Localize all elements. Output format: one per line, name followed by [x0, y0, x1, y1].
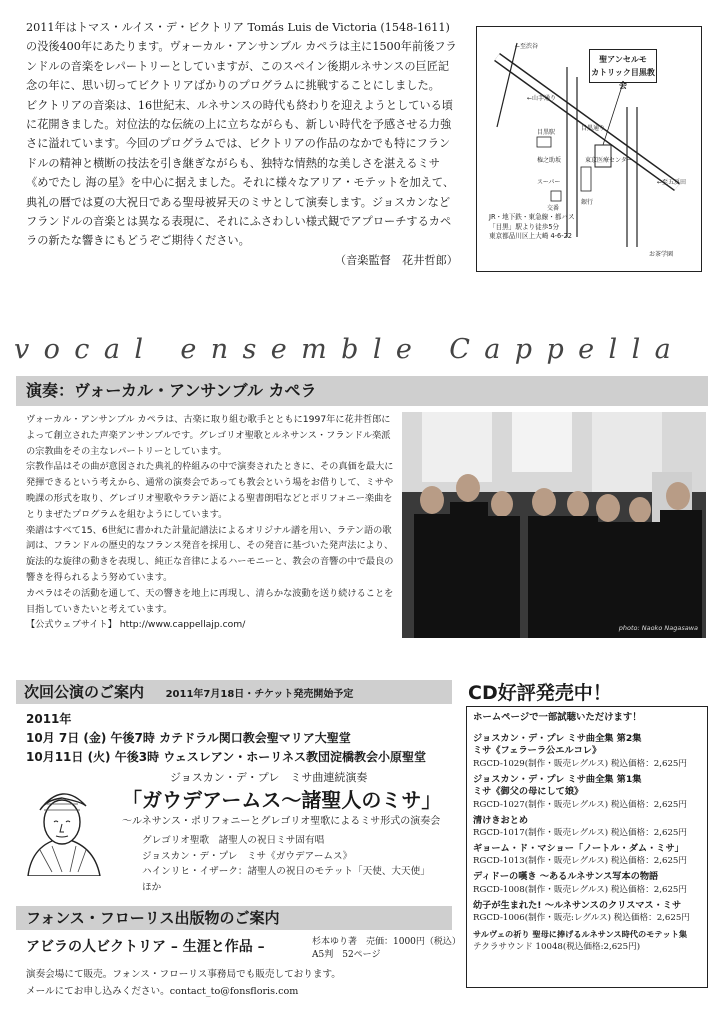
program-item: ハインリヒ・イザーク：諸聖人の祝日のモテット「天使、大天使」 [142, 866, 430, 878]
cd-catalog: テクラサウンド 10048(税込価格:2,625円) [473, 941, 641, 952]
publication-info [26, 936, 461, 997]
concert-title: 「ガウデアームス〜諸聖人のミサ」 [122, 788, 442, 812]
program-item: グレゴリオ聖歌 諸聖人の祝日ミサ固有唱 [142, 835, 325, 846]
intro-paragraph: 2011年はトマス・ルイス・デ・ビクトリア Tomás Luis de Victoria (1548-1611) の没後400年にあたります。ヴォーカル・アンサンブル カペラは主に1500年前後フランドルの音楽をレパートリーとしていますが、このスペイン後期ルネサンスの巨匠記念の年に、思い切ってビクトリアばかりのプログラムに挑戦することにしました。 [26, 21, 457, 93]
map-address [489, 213, 609, 242]
concert-date: 10月11日 (火) 午後3時 ウェスレアン・ホーリネス教団淀橋教会小原聖堂 [26, 750, 427, 764]
vocal-ensemble-banner: vocal ensemble Cappella [14, 334, 686, 365]
concert-program [122, 833, 452, 895]
contact-email[interactable]: メールにてお申し込みください。contact_to@fonsfloris.com [26, 986, 299, 997]
book-meta [312, 936, 461, 962]
cd-catalog: RGCD-1008(制作・販売レグルス) 税込価格：2,625円 [473, 884, 687, 895]
cd-title: 清けきおとめ [473, 814, 529, 826]
book-meta-line: 杉本ゆり著 売価：1000円（税込） [312, 937, 461, 947]
cd-subtitle: ミサ《フェラーラ公エルコレ》 [473, 745, 602, 757]
cd-catalog: RGCD-1029(制作・販売レグルス) 税込価格：2,625円 [473, 758, 687, 769]
performer-heading: 演奏：ヴォーカル・アンサンブル カペラ [16, 376, 708, 406]
cd-title: サルヴェの祈り 聖母に捧げるルネサンス時代のモテット集 [473, 929, 688, 940]
next-concert-title: 次回公演のご案内 [24, 683, 145, 701]
intro-text [26, 18, 458, 270]
photo-caption: photo: Naoko Nagasawa [618, 624, 698, 632]
cd-intro: ホームページで一部試聴いただけます！ [473, 712, 642, 723]
cd-item [473, 928, 701, 952]
cd-item [473, 733, 701, 770]
website-link[interactable]: 【公式ウェブサイト】 http://www.cappellajp.com/ [26, 619, 246, 631]
cd-title: ジョスカン・デ・プレ ミサ曲全集 第2集 [473, 733, 642, 744]
concert-subtitle: 〜ルネサンス・ポリフォニーとグレゴリオ聖歌によるミサ形式の演奏会 [122, 816, 441, 827]
cd-catalog: RGCD-1027(制作・販売レグルス) 税込価格：2,625円 [473, 799, 687, 810]
intro-credit: （音楽監督 花井哲郎） [334, 253, 458, 267]
josquin-portrait [22, 780, 104, 876]
address-line: JR・地下鉄・東急線・都バス [489, 213, 575, 221]
program-item: ジョスカン・デ・プレ ミサ《ガウデアームス》 [142, 850, 353, 862]
book-sales-note [26, 966, 341, 1000]
map-label-school: お茶学園 [649, 251, 674, 258]
performer-description [26, 412, 394, 633]
map-label-police: 交番 [547, 205, 560, 212]
map-label-meguro-dori: 目黒通り [581, 125, 606, 132]
map-label-building: 東京医療センター [585, 157, 633, 164]
map-label-road-top: ←至渋谷 [515, 43, 539, 50]
cd-item [473, 900, 701, 924]
map-label-slope: 権之助坂 [537, 157, 562, 164]
concert-info [122, 770, 452, 895]
performer-paragraph: 楽譜はすべて15、6世紀に書かれた計量記譜法によるオリジナル譜を用い、ラテン語の歌詞は、フランドルの歴史的なフランス発音を採用し、その発音に基づいた発声法により、旋法的な旋律の動きを表現し、純正な音律によるハーモニーと、教会の音響の中で最良の響きを得られるよう努めています。 [26, 524, 394, 583]
map-label-yamate: ←山手通り [527, 95, 557, 102]
church-name-line: カトリック目黒教会 [591, 68, 655, 90]
map-label-bank: 銀行 [581, 199, 594, 206]
concert-date: 10月 7日 (金) 午後7時 カテドラル関口教会聖マリア大聖堂 [26, 731, 351, 745]
address-line: 東京都品川区上大崎 4-6-22 [489, 232, 572, 241]
cd-item [473, 774, 701, 811]
cd-title: ジョスカン・デ・プレ ミサ曲全集 第1集 [473, 773, 642, 785]
concert-dates [26, 710, 456, 767]
address-line: 「目黒」駅より徒歩5分 [489, 222, 560, 231]
church-label [589, 49, 657, 90]
intro-paragraph: ビクトリアの音楽は、16世紀末、ルネサンスの時代も終わりを迎えようとしている頃に花開きました。対位法的な伝統の上に立ちながらも、新しい時代を予感させる力強さに溢れています。今回のプログラムでは、ビクトリアの作品のなかでも特にフランドルの精神と横断の技法を引き継ぎながらも、独特な情熱的な美しさを湛えるミサ《めでたし 海の星》を中心に据えました。それに様々なアリア・モテットを加えて、典礼の暦では夏の大祝日である聖母被昇天のミサとして演奏します。ジョスカンなどフランドルの音楽とは異なる表現に、それにふさわしい様式観でアプローチするカペラの新たな響きにもどうぞご期待ください。 [26, 98, 455, 248]
next-concert-heading [16, 680, 452, 704]
concert-year: 2011年 [26, 712, 72, 726]
map-label-road-right: ←至五反田 [657, 179, 687, 186]
cd-item [473, 871, 701, 895]
cd-catalog: RGCD-1006(制作・販売:レグルス) 税込価格：2,625円 [473, 913, 690, 924]
cd-item [473, 815, 701, 839]
program-item: ほか [142, 881, 162, 893]
sales-note-line: 演奏会場にて販売。フォンス・フローリス事務局でも販売しております。 [26, 969, 341, 980]
performer-paragraph: 宗教作品はその曲が意図された典礼的枠組みの中で演奏されたときに、その真価を最大に発揮できるという考えから、通常の演奏会であっても教会という場をお借りして、ミサや晩課の形式を取り、グレゴリオ聖歌やラテン語による聖書朗唱などとポリフォニー楽曲をとりまぜたプログラムを組むようにしています。 [26, 461, 394, 520]
ensemble-photo-graphic [402, 412, 706, 638]
cd-item [473, 843, 701, 867]
cd-title: ディドーの嘆き 〜あるルネサンス写本の物語 [473, 871, 659, 883]
performer-paragraph: カペラはその活動を通して、天の響きを地上に再現し、清らかな波動を送り続けることを目指していきたいと考えています。 [26, 587, 394, 615]
publications-heading: フォンス・フローリス出版物のご案内 [16, 906, 452, 930]
map-label-shop: スーパー [537, 179, 561, 186]
cd-list [466, 706, 708, 988]
cd-catalog: RGCD-1013(制作・販売レグルス) 税込価格：2,625円 [473, 856, 687, 867]
cd-title: ギョーム・ド・マショー「ノートル・ダム・ミサ」 [473, 843, 684, 855]
ensemble-photo [402, 412, 706, 638]
performer-paragraph: ヴォーカル・アンサンブル カペラは、古楽に取り組む歌手とともに1997年に花井哲郎によって創立された声楽アンサンブルです。グレゴリオ聖歌とルネサンス・フランドル楽派の宗教曲をその主なレパートリーとしています。 [26, 414, 391, 457]
cd-subtitle: ミサ《御父の母にして娘》 [473, 786, 584, 798]
concert-series: ジョスカン・デ・プレ ミサ曲連続演奏 [170, 771, 368, 784]
map-label-station: 目黒駅 [537, 129, 556, 136]
cd-catalog: RGCD-1017(制作・販売レグルス) 税込価格：2,625円 [473, 828, 687, 839]
cd-heading: CD好評発売中！ [468, 682, 612, 704]
book-title: アビラの人ビクトリア – 生涯と作品 – [26, 939, 265, 955]
access-map [476, 26, 702, 272]
cd-title: 幼子が生まれた! 〜ルネサンスのクリスマス・ミサ [473, 899, 682, 911]
ticket-release-note: 2011年7月18日・チケット発売開始予定 [165, 689, 354, 700]
book-meta-line: A5判 52ページ [312, 950, 381, 960]
church-name-line: 聖アンセルモ [599, 55, 647, 64]
